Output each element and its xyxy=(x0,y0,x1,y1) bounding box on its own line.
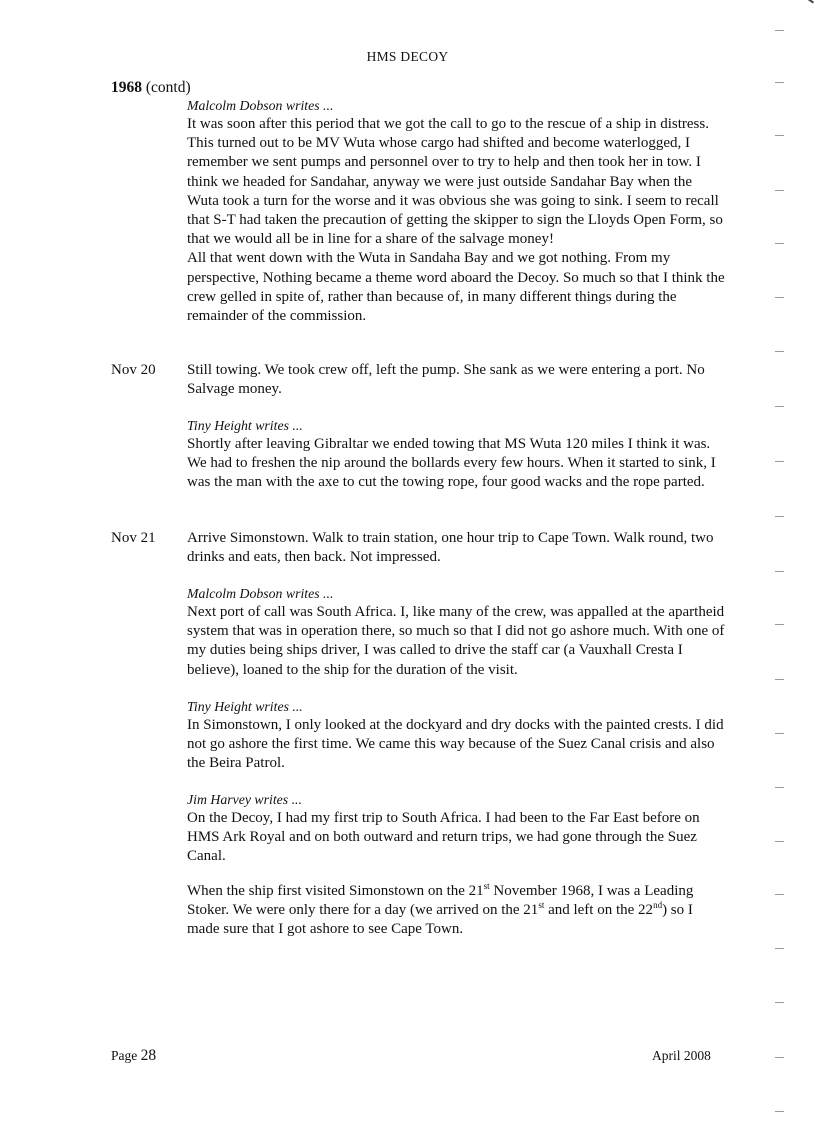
author-label: Tiny Height writes ... xyxy=(187,699,303,714)
margin-mark xyxy=(775,787,784,788)
text-run: ) so I made sure that I got ashore to see Cape Town. xyxy=(187,902,693,938)
margin-mark xyxy=(775,190,784,191)
margin-mark xyxy=(775,82,784,83)
paragraph: Next port of call was South Africa. I, like many of the crew, was appalled at the apartheid system that was in operation there, so much so that I did not go ashore much. With one of my duties being ships driver, I was called to drive the staff car (a Vauxhall Cresta I believe), loaned to the ship for the duration of the visit. xyxy=(187,604,725,678)
text-run: and left on the 22 xyxy=(544,902,654,919)
page-number-value: 28 xyxy=(140,1047,157,1064)
paragraph xyxy=(187,882,727,940)
section-heading xyxy=(111,79,191,97)
paragraph: All that went down with the Wuta in Sandaha Bay and we got nothing. From my perspective, Nothing became a theme word aboard the Decoy. So much so that I think the crew gelled in spite of, rather than because of, in many different things during the remainder of the commission. xyxy=(187,250,725,325)
margin-mark xyxy=(775,1057,784,1058)
margin-mark xyxy=(775,243,784,244)
superscript: st xyxy=(483,881,490,891)
margin-mark xyxy=(775,841,784,842)
margin-mark xyxy=(775,297,784,298)
margin-mark xyxy=(775,406,784,407)
margin-mark xyxy=(775,351,784,352)
date-label-nov-20: Nov 20 xyxy=(111,362,156,378)
margin-mark xyxy=(775,624,784,625)
margin-mark xyxy=(775,1002,784,1003)
nov-21-entry xyxy=(187,529,727,567)
scan-corner-mark xyxy=(808,0,814,4)
paragraph: In Simonstown, I only looked at the dockyard and dry docks with the painted crests. I did not go ashore the first time. We came this way because of the Suez Canal crisis and also the Beira Patrol. xyxy=(187,717,724,772)
paragraph: Shortly after leaving Gibraltar we ended towing that MS Wuta 120 miles I think it was. We had to freshen the nip around the bollards every few hours. When it started to sink, I was the man with the axe to cut the towing rope, four good wacks and the rope parted. xyxy=(187,436,716,491)
margin-mark xyxy=(775,516,784,517)
paragraph: On the Decoy, I had my first trip to South Africa. I had been to the Far East before on HMS Ark Royal and on both outward and return trips, we had gone through the Suez Canal. xyxy=(187,810,700,865)
author-label: Malcolm Dobson writes ... xyxy=(187,98,334,113)
harvey-entry-continued xyxy=(187,882,727,940)
page-label: Page xyxy=(111,1048,138,1063)
superscript: nd xyxy=(653,900,663,911)
margin-mark xyxy=(775,733,784,734)
margin-mark xyxy=(775,135,784,136)
nov-20-entry xyxy=(187,361,727,399)
margin-mark xyxy=(775,461,784,462)
dobson-entry-2 xyxy=(187,584,727,680)
height-entry-2 xyxy=(187,697,727,774)
margin-mark xyxy=(775,679,784,680)
text-run: November 1968, I was a Leading Stoker. We were only there for a day (we arrived on the 21 xyxy=(187,883,694,919)
margin-mark xyxy=(775,1111,784,1112)
author-label: Jim Harvey writes ... xyxy=(187,792,302,807)
superscript: st xyxy=(538,900,545,911)
footer-date: April 2008 xyxy=(652,1048,711,1063)
margin-mark xyxy=(775,30,784,31)
author-label: Malcolm Dobson writes ... xyxy=(187,586,334,601)
page-header: HMS DECOY xyxy=(366,49,449,64)
date-label-nov-21: Nov 21 xyxy=(111,530,156,546)
margin-mark xyxy=(775,948,784,949)
margin-mark xyxy=(775,894,784,895)
paragraph: Arrive Simonstown. Walk to train station, one hour trip to Cape Town. Walk round, two drinks and eats, then back. Not impressed. xyxy=(187,530,714,566)
dobson-entry-1 xyxy=(187,96,727,326)
paragraph: It was soon after this period that we got the call to go to the rescue of a ship in distress. This turned out to be MV Wuta whose cargo had shifted and become waterlogged, I remember we sent pumps and personnel over to try to help and then took her in tow. I think we headed for Sandahar, anyway we were just outside Sandahar Bay when the Wuta took a turn for the worse and it was obvious she was going to sink. I seem to recall that S-T had taken the precaution of getting the skipper to sign the Lloyds Open Form, so that we would all be in line for a share of the salvage money! xyxy=(187,116,723,248)
page-number xyxy=(111,1047,156,1065)
section-suffix: (contd) xyxy=(145,79,191,96)
height-entry-1 xyxy=(187,416,727,493)
harvey-entry xyxy=(187,790,727,867)
margin-mark xyxy=(775,571,784,572)
text-run: When the ship first visited Simonstown on the 21 xyxy=(187,883,484,899)
section-year: 1968 xyxy=(111,79,142,96)
author-label: Tiny Height writes ... xyxy=(187,418,303,433)
paragraph: Still towing. We took crew off, left the pump. She sank as we were entering a port. No Salvage money. xyxy=(187,362,705,398)
